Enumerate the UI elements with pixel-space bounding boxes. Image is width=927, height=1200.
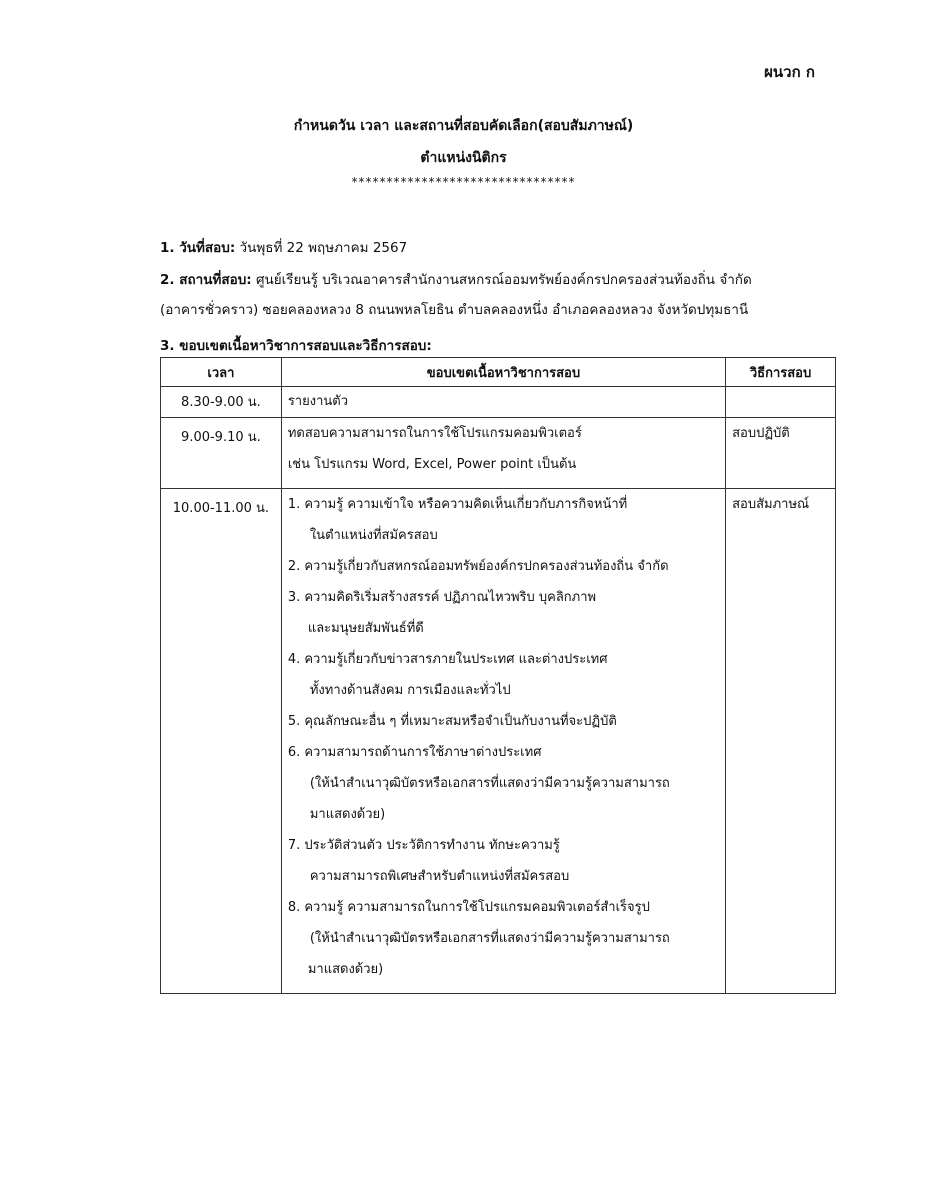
document-title: กำหนดวัน เวลา และสถานที่สอบคัดเลือก(สอบสัมภาษณ์): [293, 118, 634, 134]
topic-item-7: 7. ประวัติส่วนตัว ประวัติการทำงาน ทักษะความรู้: [287, 838, 560, 853]
topic-item-6: 6. ความสามารถด้านการใช้ภาษาต่างประเทศ: [287, 745, 542, 760]
exam-date-label: 1. วันที่สอบ:: [160, 240, 236, 256]
row2-topic: [281, 418, 725, 489]
topic-item-6-note-cont: มาแสดงด้วย): [309, 807, 386, 822]
table-row: [161, 418, 836, 489]
row1-method: [726, 387, 836, 418]
appendix-label: ผนวก ก: [764, 63, 815, 81]
row3-topic: [281, 489, 725, 994]
exam-location-value-line1: ศูนย์เรียนรู้ บริเวณอาคารสำนักงานสหกรณ์ออมทรัพย์องค์กรปกครองส่วนท้องถิ่น จำกัด: [251, 272, 752, 288]
row2-topic-line2: เช่น โปรแกรม Word, Excel, Power point เป็นต้น: [287, 457, 577, 472]
exam-date: [160, 233, 850, 263]
header-time: เวลา: [161, 358, 282, 387]
exam-schedule-table: [160, 357, 836, 994]
topic-item-8: 8. ความรู้ ความสามารถในการใช้โปรแกรมคอมพิวเตอร์สำเร็จรูป: [287, 900, 650, 915]
topic-item-6-note: (ให้นำสำเนาวุฒิบัตรหรือเอกสารที่แสดงว่ามีความรู้ความสามารถ: [309, 776, 670, 791]
row3-method: สอบสัมภาษณ์: [726, 489, 836, 994]
header-method: วิธีการสอบ: [726, 358, 836, 387]
topic-item-4: 4. ความรู้เกี่ยวกับข่าวสารภายในประเทศ และต่างประเทศ: [287, 652, 608, 667]
exam-scope-heading: 3. ขอบเขตเนื้อหาวิชาการสอบและวิธีการสอบ:: [160, 338, 432, 354]
topic-item-8-note: (ให้นำสำเนาวุฒิบัตรหรือเอกสารที่แสดงว่ามีความรู้ความสามารถ: [309, 931, 670, 946]
topic-item-8-note-cont: มาแสดงด้วย): [307, 962, 384, 977]
table-row: [161, 387, 836, 418]
topic-item-1: 1. ความรู้ ความเข้าใจ หรือความคิดเห็นเกี่ยวกับภารกิจหน้าที่: [287, 497, 628, 512]
topic-item-1-cont: ในตำแหน่งที่สมัครสอบ: [309, 528, 438, 543]
row1-topic: รายงานตัว: [281, 387, 725, 418]
header-topic: ขอบเขตเนื้อหาวิชาการสอบ: [281, 358, 725, 387]
row3-time: 10.00-11.00 น.: [161, 489, 282, 994]
topic-item-5: 5. คุณลักษณะอื่น ๆ ที่เหมาะสมหรือจำเป็นกับงานที่จะปฏิบัติ: [287, 714, 617, 729]
row1-time: 8.30-9.00 น.: [161, 387, 282, 418]
table-header-row: [161, 358, 836, 387]
row2-topic-line1: ทดสอบความสามารถในการใช้โปรแกรมคอมพิวเตอร์: [287, 426, 582, 441]
topic-item-4-cont: ทั้งทางด้านสังคม การเมืองและทั่วไป: [309, 683, 511, 698]
row2-time: 9.00-9.10 น.: [161, 418, 282, 489]
topic-item-3: 3. ความคิดริเริ่มสร้างสรรค์ ปฏิภาณไหวพริบ บุคลิกภาพ: [287, 590, 597, 605]
exam-location: [160, 265, 850, 325]
exam-location-label: 2. สถานที่สอบ:: [160, 272, 252, 288]
topic-item-2: 2. ความรู้เกี่ยวกับสหกรณ์ออมทรัพย์องค์กรปกครองส่วนท้องถิ่น จำกัด: [287, 559, 669, 574]
topic-item-3-cont: และมนุษยสัมพันธ์ที่ดี: [307, 621, 424, 636]
position-title: ตำแหน่งนิติกร: [420, 150, 507, 166]
exam-location-value-line2: (อาคารชั่วคราว) ซอยคลองหลวง 8 ถนนพหลโยธิน ตำบลคลองหนึ่ง อำเภอคลองหลวง จังหวัดปทุมธานี: [160, 302, 749, 318]
star-divider: ********************************: [351, 175, 576, 189]
exam-date-value: วันพุธที่ 22 พฤษภาคม 2567: [235, 240, 408, 256]
table-row: [161, 489, 836, 994]
row2-method: สอบปฏิบัติ: [726, 418, 836, 489]
topic-item-7-cont: ความสามารถพิเศษสำหรับตำแหน่งที่สมัครสอบ: [309, 869, 570, 884]
